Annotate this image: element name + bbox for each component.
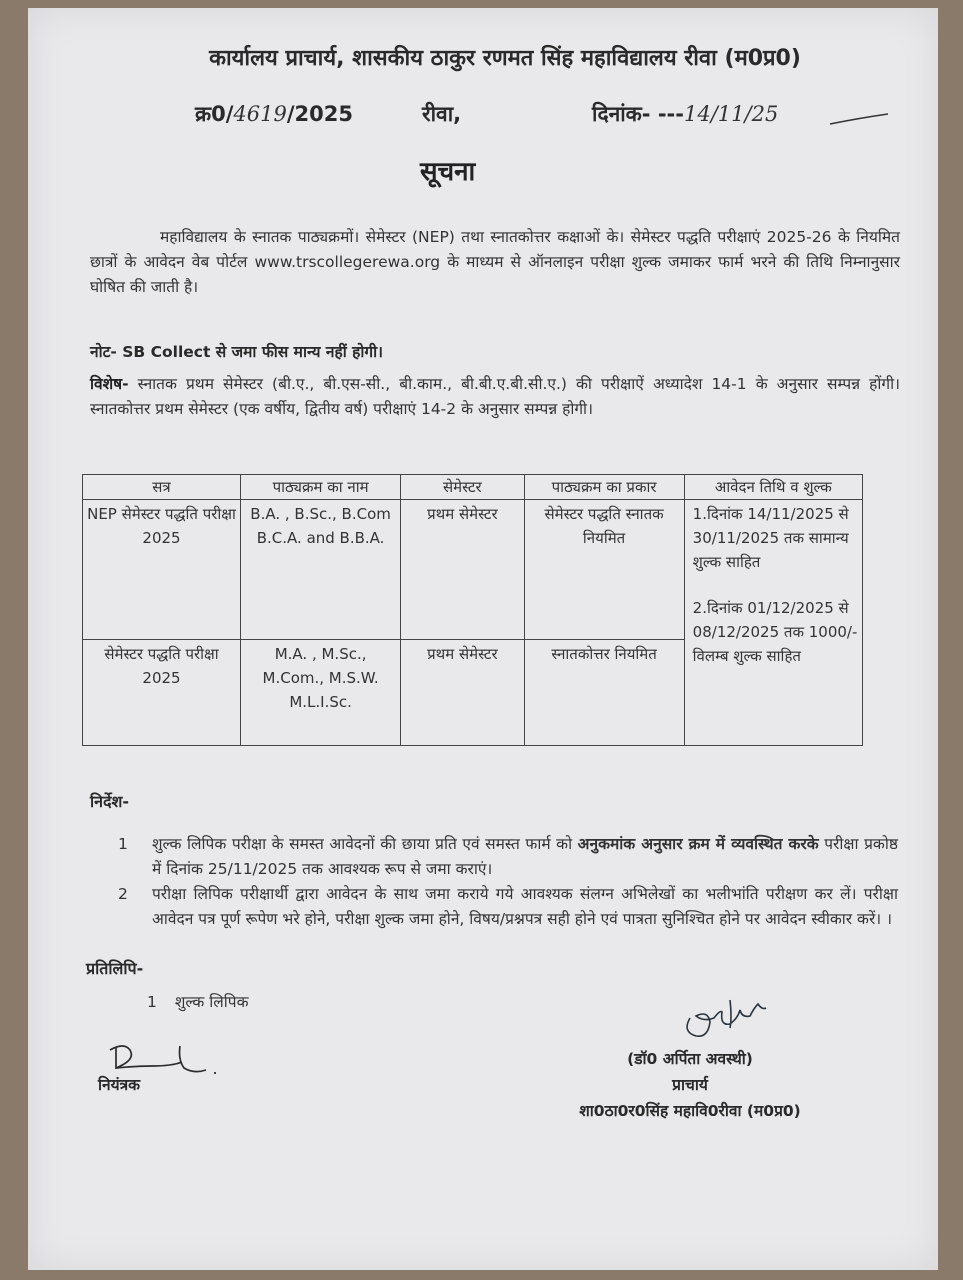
reference-suffix: /2025 xyxy=(286,102,353,126)
copy-label: प्रतिलिपि- xyxy=(86,959,144,978)
reference-handwritten-number: 4619 xyxy=(233,102,287,126)
signatory-name: (डॉ0 अर्पिता अवस्थी) xyxy=(627,1050,753,1068)
instruction-text-bold: अनुकमांक अनुसार क्रम में व्यवस्थित करके xyxy=(577,835,819,853)
instructions-label: निर्देश- xyxy=(90,792,130,811)
cell-session: NEP सेमेस्टर पद्धति परीक्षा 2025 xyxy=(83,500,241,640)
notice-heading: सूचना xyxy=(420,157,476,187)
instruction-item xyxy=(118,832,898,882)
copy-item xyxy=(147,990,248,1012)
document-title: कार्यालय प्राचार्य, शासकीय ठाकुर रणमत सिंह महाविद्यालय रीवा (म0प्र0) xyxy=(209,46,801,71)
fee-regular: 1.दिनांक 14/11/2025 से 30/11/2025 तक सामान्य शुल्क साहित xyxy=(692,505,849,571)
cell-date-fee xyxy=(684,500,862,746)
special-text: स्नातक प्रथम सेमेस्टर (बी.ए., बी.एस-सी., बी.काम., बी.बी.ए.बी.सी.ए.) की परीक्षाऐं अध्यादेश 14-1 के अनुसार सम्पन्न होंगी। स्नातकोत्तर प्रथम सेमेस्टर (एक वर्षीय, द्वितीय वर्ष) परीक्षाएं 14-2 के अनुसार सम्पन्न होगी। xyxy=(90,375,900,418)
instruction-item xyxy=(118,882,898,932)
header-semester: सेमेस्टर xyxy=(401,475,524,500)
cell-course: B.A. , B.Sc., B.Com B.C.A. and B.B.A. xyxy=(241,500,401,640)
instruction-text: परीक्षा लिपिक परीक्षार्थी द्वारा आवेदन के साथ जमा कराये गये आवश्यक संलग्न अभिलेखों का भलीभांति परीक्षण कर लें। परीक्षा आवेदन पत्र पूर्ण रूपेण भरे होने, परीक्षा शुल्क जमा होने, विषय/प्रश्नपत्र सही होने एवं पात्रता सुनिश्चित होने पर आवेदन स्वीकार करें। । xyxy=(152,885,898,928)
instruction-number: 1 xyxy=(118,835,128,853)
note-line: नोट- SB Collect से जमा फीस मान्य नहीं होगी। xyxy=(90,343,384,361)
schedule-table xyxy=(82,474,863,746)
table-row xyxy=(83,500,863,640)
reference-number xyxy=(195,100,353,128)
header-date-fee: आवेदन तिथि व शुल्क xyxy=(684,475,862,500)
instruction-text-b: परीक्षा प्रकोष्ठ में दिनांक 25/11/2025 तक आवश्यक रूप से जमा कराएं। xyxy=(152,835,898,878)
special-label: विशेष- xyxy=(90,375,129,393)
copy-text: शुल्क लिपिक xyxy=(174,993,249,1011)
special-paragraph xyxy=(90,372,900,422)
instruction-number: 2 xyxy=(118,885,128,903)
header-session: सत्र xyxy=(83,475,241,500)
signatory-designation: प्राचार्य xyxy=(672,1076,708,1094)
intro-paragraph: महाविद्यालय के स्नातक पाठ्यक्रमों। सेमेस्टर (NEP) तथा स्नातकोत्तर कक्षाओं के। सेमेस्टर पद्धति परीक्षाएं 2025-26 के नियमित छात्रों के आवेदन वेब पोर्टल www.trscollegerewa.org के माध्यम से ऑनलाइन परीक्षा शुल्क जमाकर फार्म भरने की तिथि निम्नानुसार घोषित की जाती है। xyxy=(90,228,900,296)
cell-course: M.A. , M.Sc., M.Com., M.S.W. M.L.I.Sc. xyxy=(241,640,401,746)
header-course: पाठ्यक्रम का नाम xyxy=(241,475,401,500)
handwritten-date: 14/11/25 xyxy=(684,102,779,126)
controller-label: नियंत्रक xyxy=(98,1076,141,1094)
fee-late: 2.दिनांक 01/12/2025 से 08/12/2025 तक 1000/- विलम्ब शुल्क साहित xyxy=(692,599,858,665)
city: रीवा, xyxy=(422,102,462,126)
header-course-type: पाठ्यक्रम का प्रकार xyxy=(524,475,684,500)
signatory-office: शा0ठा0र0सिंह महावि0रीवा (म0प्र0) xyxy=(579,1102,801,1120)
table-header-row xyxy=(83,475,863,500)
instruction-text-a: शुल्क लिपिक परीक्षा के समस्त आवेदनों की छाया प्रति एवं समस्त फार्म को xyxy=(152,835,578,853)
date-label: दिनांक- --- xyxy=(592,102,684,126)
date-line xyxy=(592,100,778,128)
cell-semester: प्रथम सेमेस्टर xyxy=(401,640,524,746)
cell-course-type: सेमेस्टर पद्धति स्नातक नियमित xyxy=(524,500,684,640)
cell-course-type: स्नातकोत्तर नियमित xyxy=(524,640,684,746)
copy-number: 1 xyxy=(147,993,157,1011)
reference-prefix: क्र0/ xyxy=(195,102,234,126)
cell-session: सेमेस्टर पद्धति परीक्षा 2025 xyxy=(83,640,241,746)
cell-semester: प्रथम सेमेस्टर xyxy=(401,500,524,640)
signatory-block xyxy=(540,1046,840,1124)
instruction-text xyxy=(152,832,898,882)
